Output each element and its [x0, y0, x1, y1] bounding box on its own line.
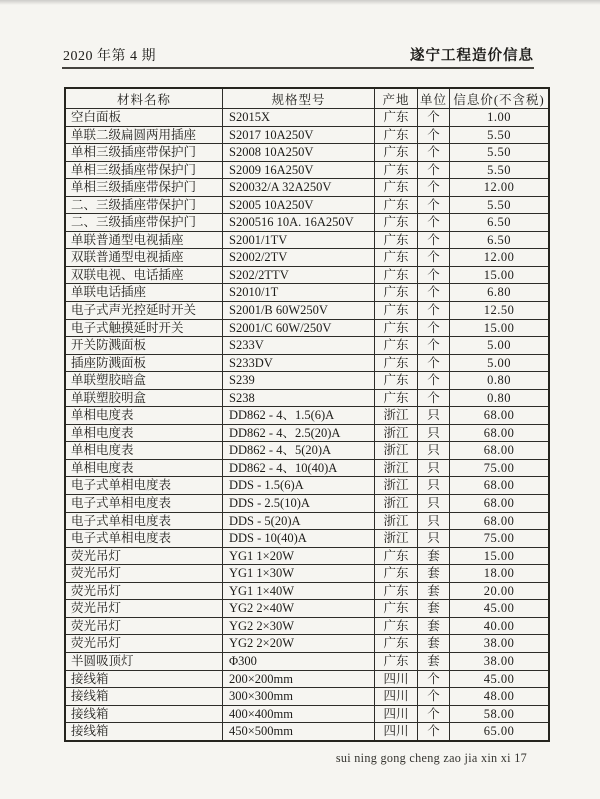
- origin-cell: 浙江: [375, 407, 418, 425]
- material-name-cell: 荧光吊灯: [65, 582, 223, 600]
- spec-cell: 450×500mm: [223, 723, 375, 741]
- price-table-body: [65, 109, 549, 741]
- material-name-cell: 二、三级插座带保护门: [65, 214, 223, 232]
- price-cell: 20.00: [450, 582, 550, 600]
- table-row: [65, 109, 549, 127]
- unit-cell: 个: [418, 196, 450, 214]
- price-cell: 6.50: [450, 214, 550, 232]
- material-name-cell: 单相电度表: [65, 424, 223, 442]
- unit-cell: 个: [418, 249, 450, 267]
- price-cell: 68.00: [450, 477, 550, 495]
- table-row: [65, 547, 549, 565]
- origin-cell: 广东: [375, 249, 418, 267]
- unit-cell: 个: [418, 179, 450, 197]
- origin-cell: 广东: [375, 302, 418, 320]
- material-name-cell: 电子式单相电度表: [65, 512, 223, 530]
- material-name-cell: 单联普通型电视插座: [65, 231, 223, 249]
- price-cell: 38.00: [450, 635, 550, 653]
- table-row: [65, 389, 549, 407]
- origin-cell: 广东: [375, 126, 418, 144]
- unit-cell: 只: [418, 424, 450, 442]
- material-name-cell: 接线箱: [65, 688, 223, 706]
- price-cell: 12.50: [450, 302, 550, 320]
- origin-cell: 广东: [375, 635, 418, 653]
- material-name-cell: 电子式声光控延时开关: [65, 302, 223, 320]
- material-name-cell: 单相三级插座带保护门: [65, 161, 223, 179]
- origin-cell: 广东: [375, 161, 418, 179]
- price-cell: 5.50: [450, 161, 550, 179]
- origin-cell: 广东: [375, 617, 418, 635]
- origin-cell: 四川: [375, 670, 418, 688]
- origin-cell: 浙江: [375, 495, 418, 513]
- spec-cell: S2001/C 60W/250V: [223, 319, 375, 337]
- spec-cell: YG2 2×20W: [223, 635, 375, 653]
- price-cell: 6.50: [450, 231, 550, 249]
- material-name-cell: 荧光吊灯: [65, 547, 223, 565]
- price-cell: 40.00: [450, 617, 550, 635]
- origin-cell: 四川: [375, 723, 418, 741]
- unit-cell: 套: [418, 582, 450, 600]
- spec-cell: S2001/B 60W250V: [223, 302, 375, 320]
- material-name-cell: 双联电视、电话插座: [65, 266, 223, 284]
- material-name-cell: 二、三级插座带保护门: [65, 196, 223, 214]
- table-row: [65, 407, 549, 425]
- spec-cell: DDS - 1.5(6)A: [223, 477, 375, 495]
- unit-cell: 只: [418, 495, 450, 513]
- price-cell: 75.00: [450, 459, 550, 477]
- table-row: [65, 459, 549, 477]
- origin-cell: 广东: [375, 266, 418, 284]
- price-cell: 15.00: [450, 266, 550, 284]
- origin-cell: 浙江: [375, 530, 418, 548]
- material-name-cell: 电子式单相电度表: [65, 477, 223, 495]
- origin-cell: 广东: [375, 389, 418, 407]
- price-cell: 75.00: [450, 530, 550, 548]
- unit-cell: 只: [418, 530, 450, 548]
- origin-cell: 浙江: [375, 442, 418, 460]
- table-row: [65, 196, 549, 214]
- material-name-cell: 半圆吸顶灯: [65, 652, 223, 670]
- material-name-cell: 插座防溅面板: [65, 354, 223, 372]
- price-cell: 6.80: [450, 284, 550, 302]
- price-cell: 65.00: [450, 723, 550, 741]
- unit-cell: 套: [418, 652, 450, 670]
- table-row: [65, 442, 549, 460]
- unit-cell: 只: [418, 477, 450, 495]
- spec-cell: Φ300: [223, 652, 375, 670]
- origin-cell: 浙江: [375, 459, 418, 477]
- column-header-origin: 产地: [375, 88, 418, 109]
- spec-cell: S20032/A 32A250V: [223, 179, 375, 197]
- table-row: [65, 565, 549, 583]
- spec-cell: YG1 1×20W: [223, 547, 375, 565]
- origin-cell: 广东: [375, 231, 418, 249]
- table-row: [65, 302, 549, 320]
- price-table: [64, 87, 550, 742]
- journal-title: 遂宁工程造价信息: [410, 48, 534, 64]
- price-cell: 58.00: [450, 705, 550, 723]
- material-name-cell: 电子式单相电度表: [65, 495, 223, 513]
- origin-cell: 四川: [375, 688, 418, 706]
- origin-cell: 广东: [375, 214, 418, 232]
- price-cell: 0.80: [450, 389, 550, 407]
- unit-cell: 个: [418, 231, 450, 249]
- header-rule: [62, 67, 534, 69]
- spec-cell: YG2 2×30W: [223, 617, 375, 635]
- material-name-cell: 单相三级插座带保护门: [65, 144, 223, 162]
- table-row: [65, 495, 549, 513]
- unit-cell: 个: [418, 109, 450, 127]
- price-cell: 68.00: [450, 424, 550, 442]
- table-row: [65, 512, 549, 530]
- table-row: [65, 179, 549, 197]
- price-cell: 5.00: [450, 337, 550, 355]
- spec-cell: S233DV: [223, 354, 375, 372]
- table-row: [65, 319, 549, 337]
- unit-cell: 套: [418, 565, 450, 583]
- price-cell: 18.00: [450, 565, 550, 583]
- scan-edge-shading: [0, 0, 600, 5]
- price-cell: 68.00: [450, 442, 550, 460]
- spec-cell: 300×300mm: [223, 688, 375, 706]
- unit-cell: 套: [418, 600, 450, 618]
- spec-cell: 200×200mm: [223, 670, 375, 688]
- table-row: [65, 266, 549, 284]
- material-name-cell: 单相电度表: [65, 459, 223, 477]
- table-row: [65, 723, 549, 741]
- material-name-cell: 荧光吊灯: [65, 617, 223, 635]
- price-cell: 0.80: [450, 372, 550, 390]
- origin-cell: 浙江: [375, 512, 418, 530]
- unit-cell: 个: [418, 723, 450, 741]
- material-name-cell: 单联塑胶暗盒: [65, 372, 223, 390]
- spec-cell: S202/2TTV: [223, 266, 375, 284]
- material-name-cell: 空白面板: [65, 109, 223, 127]
- spec-cell: S2005 10A250V: [223, 196, 375, 214]
- origin-cell: 广东: [375, 372, 418, 390]
- unit-cell: 个: [418, 126, 450, 144]
- unit-cell: 个: [418, 319, 450, 337]
- table-row: [65, 477, 549, 495]
- material-name-cell: 单相电度表: [65, 442, 223, 460]
- origin-cell: 浙江: [375, 424, 418, 442]
- unit-cell: 个: [418, 354, 450, 372]
- material-name-cell: 单联电话插座: [65, 284, 223, 302]
- origin-cell: 广东: [375, 565, 418, 583]
- table-row: [65, 161, 549, 179]
- spec-cell: DD862 - 4、10(40)A: [223, 459, 375, 477]
- unit-cell: 个: [418, 214, 450, 232]
- price-cell: 45.00: [450, 670, 550, 688]
- issue-label: 2020 年第 4 期: [63, 49, 156, 64]
- material-name-cell: 荧光吊灯: [65, 600, 223, 618]
- origin-cell: 广东: [375, 354, 418, 372]
- table-row: [65, 582, 549, 600]
- table-row: [65, 705, 549, 723]
- origin-cell: 广东: [375, 144, 418, 162]
- unit-cell: 个: [418, 284, 450, 302]
- origin-cell: 广东: [375, 582, 418, 600]
- column-header-price: 信息价(不含税): [450, 88, 550, 109]
- price-cell: 12.00: [450, 179, 550, 197]
- price-cell: 15.00: [450, 319, 550, 337]
- unit-cell: 个: [418, 670, 450, 688]
- origin-cell: 四川: [375, 705, 418, 723]
- spec-cell: S2015X: [223, 109, 375, 127]
- unit-cell: 只: [418, 459, 450, 477]
- material-name-cell: 双联普通型电视插座: [65, 249, 223, 267]
- unit-cell: 个: [418, 161, 450, 179]
- origin-cell: 广东: [375, 547, 418, 565]
- spec-cell: S2017 10A250V: [223, 126, 375, 144]
- spec-cell: YG1 1×30W: [223, 565, 375, 583]
- origin-cell: 广东: [375, 109, 418, 127]
- material-name-cell: 接线箱: [65, 670, 223, 688]
- unit-cell: 个: [418, 266, 450, 284]
- table-row: [65, 670, 549, 688]
- spec-cell: DD862 - 4、2.5(20)A: [223, 424, 375, 442]
- material-name-cell: 电子式触摸延时开关: [65, 319, 223, 337]
- material-name-cell: 单相电度表: [65, 407, 223, 425]
- spec-cell: YG2 2×40W: [223, 600, 375, 618]
- table-row: [65, 617, 549, 635]
- material-name-cell: 接线箱: [65, 705, 223, 723]
- spec-cell: YG1 1×40W: [223, 582, 375, 600]
- unit-cell: 套: [418, 617, 450, 635]
- table-row: [65, 635, 549, 653]
- spec-cell: 400×400mm: [223, 705, 375, 723]
- unit-cell: 只: [418, 512, 450, 530]
- price-cell: 12.00: [450, 249, 550, 267]
- unit-cell: 个: [418, 705, 450, 723]
- spec-cell: DD862 - 4、5(20)A: [223, 442, 375, 460]
- table-row: [65, 354, 549, 372]
- unit-cell: 套: [418, 547, 450, 565]
- origin-cell: 广东: [375, 600, 418, 618]
- table-header-row: [65, 88, 549, 109]
- table-row: [65, 337, 549, 355]
- material-name-cell: 开关防溅面板: [65, 337, 223, 355]
- price-cell: 68.00: [450, 495, 550, 513]
- origin-cell: 广东: [375, 284, 418, 302]
- unit-cell: 只: [418, 442, 450, 460]
- spec-cell: S239: [223, 372, 375, 390]
- spec-cell: DDS - 10(40)A: [223, 530, 375, 548]
- origin-cell: 广东: [375, 652, 418, 670]
- price-cell: 45.00: [450, 600, 550, 618]
- table-row: [65, 372, 549, 390]
- column-header-spec: 规格型号: [223, 88, 375, 109]
- table-row: [65, 424, 549, 442]
- origin-cell: 广东: [375, 196, 418, 214]
- material-name-cell: 单联塑胶明盒: [65, 389, 223, 407]
- unit-cell: 个: [418, 302, 450, 320]
- unit-cell: 套: [418, 635, 450, 653]
- unit-cell: 个: [418, 144, 450, 162]
- unit-cell: 个: [418, 372, 450, 390]
- spec-cell: DDS - 2.5(10)A: [223, 495, 375, 513]
- material-name-cell: 荧光吊灯: [65, 565, 223, 583]
- spec-cell: S200516 10A. 16A250V: [223, 214, 375, 232]
- origin-cell: 广东: [375, 319, 418, 337]
- price-cell: 5.50: [450, 196, 550, 214]
- table-row: [65, 284, 549, 302]
- table-row: [65, 231, 549, 249]
- price-cell: 15.00: [450, 547, 550, 565]
- origin-cell: 广东: [375, 179, 418, 197]
- table-row: [65, 530, 549, 548]
- unit-cell: 只: [418, 407, 450, 425]
- spec-cell: DDS - 5(20)A: [223, 512, 375, 530]
- unit-cell: 个: [418, 389, 450, 407]
- table-row: [65, 214, 549, 232]
- price-cell: 5.00: [450, 354, 550, 372]
- spec-cell: S233V: [223, 337, 375, 355]
- origin-cell: 广东: [375, 337, 418, 355]
- price-cell: 5.50: [450, 144, 550, 162]
- page-header: [63, 44, 534, 65]
- material-name-cell: 单相三级插座带保护门: [65, 179, 223, 197]
- material-name-cell: 电子式单相电度表: [65, 530, 223, 548]
- spec-cell: S2009 16A250V: [223, 161, 375, 179]
- price-cell: 68.00: [450, 407, 550, 425]
- spec-cell: DD862 - 4、1.5(6)A: [223, 407, 375, 425]
- table-row: [65, 126, 549, 144]
- material-name-cell: 单联二级扁圆两用插座: [65, 126, 223, 144]
- table-row: [65, 144, 549, 162]
- origin-cell: 浙江: [375, 477, 418, 495]
- price-cell: 48.00: [450, 688, 550, 706]
- price-cell: 68.00: [450, 512, 550, 530]
- table-row: [65, 249, 549, 267]
- unit-cell: 个: [418, 688, 450, 706]
- spec-cell: S2010/1T: [223, 284, 375, 302]
- material-name-cell: 荧光吊灯: [65, 635, 223, 653]
- price-cell: 38.00: [450, 652, 550, 670]
- column-header-unit: 单位: [418, 88, 450, 109]
- price-cell: 1.00: [450, 109, 550, 127]
- spec-cell: S2002/2TV: [223, 249, 375, 267]
- spec-cell: S238: [223, 389, 375, 407]
- page-footer: sui ning gong cheng zao jia xin xi 17: [335, 751, 527, 765]
- material-name-cell: 接线箱: [65, 723, 223, 741]
- spec-cell: S2001/1TV: [223, 231, 375, 249]
- price-cell: 5.50: [450, 126, 550, 144]
- unit-cell: 个: [418, 337, 450, 355]
- table-row: [65, 652, 549, 670]
- table-row: [65, 600, 549, 618]
- table-row: [65, 688, 549, 706]
- spec-cell: S2008 10A250V: [223, 144, 375, 162]
- price-table-head: [65, 88, 549, 109]
- column-header-material-name: 材料名称: [65, 88, 223, 109]
